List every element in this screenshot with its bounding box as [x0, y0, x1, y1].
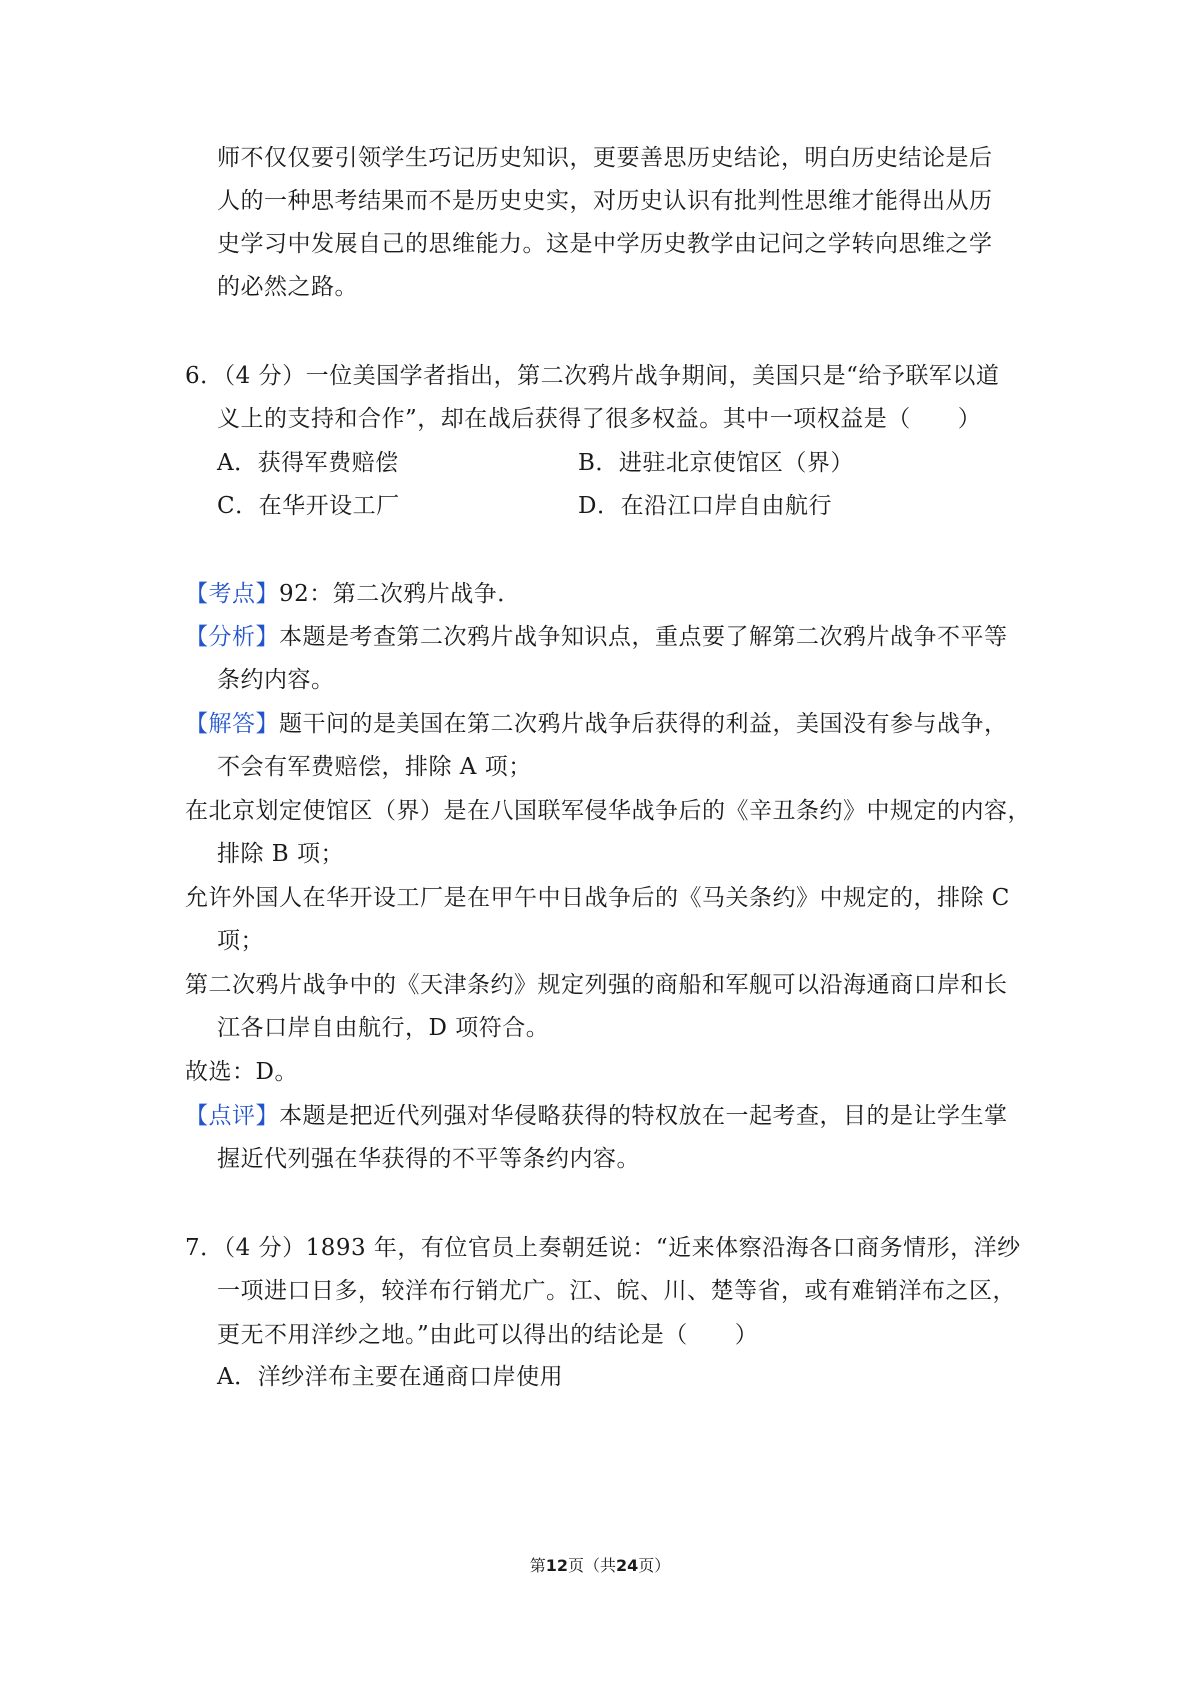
jieda-line: [185, 709, 1008, 739]
dianping-tag: 【点评】: [185, 1103, 279, 1129]
jieda-text: 项；: [217, 928, 264, 954]
q7-option-a: A．洋纱洋布主要在通商口岸使用: [217, 1364, 564, 1390]
intro-line: 史学习中发展自己的思维能力。这是中学历史教学由记问之学转向思维之学: [217, 231, 993, 257]
jieda-text: 不会有军费赔偿，排除 A 项；: [217, 754, 532, 780]
fenxi-text: 条约内容。: [217, 667, 335, 693]
dianping-text: 本题是把近代列强对华侵略获得的特权放在一起考查，目的是让学生掌: [279, 1103, 1008, 1129]
jieda-text: 江各口岸自由航行，D 项符合。: [217, 1015, 550, 1041]
q6-option-d: D．在沿江口岸自由航行: [578, 493, 832, 519]
dianping-line: [185, 1101, 1008, 1131]
jieda-tag: 【解答】: [185, 711, 279, 737]
fenxi-line: [185, 622, 1008, 652]
fenxi-text: 本题是考查第二次鸦片战争知识点，重点要了解第二次鸦片战争不平等: [279, 624, 1008, 650]
dianping-text: 握近代列强在华获得的不平等条约内容。: [217, 1146, 640, 1172]
q6-option-a: A．获得军费赔偿: [217, 450, 399, 476]
fenxi-tag: 【分析】: [185, 624, 279, 650]
question-7-stem: 更无不用洋纱之地。”由此可以得出的结论是（ ）: [217, 1322, 759, 1348]
kaodian-tag: 【考点】: [185, 581, 279, 607]
question-6-stem: 6．（4 分）一位美国学者指出，第二次鸦片战争期间，美国只是“给予联军以道: [185, 363, 1000, 389]
jieda-text: 允许外国人在华开设工厂是在甲午中日战争后的《马关条约》中规定的，排除 C: [185, 885, 1010, 911]
intro-line: 的必然之路。: [217, 274, 358, 300]
footer-prefix: 第: [529, 1556, 546, 1575]
page-footer: [0, 1555, 1200, 1577]
footer-middle: 页（共: [567, 1556, 616, 1575]
question-6-stem: 义上的支持和合作”，却在战后获得了很多权益。其中一项权益是（ ）: [217, 406, 982, 432]
kaodian-text: 92：第二次鸦片战争．: [279, 581, 521, 607]
q6-option-c: C．在华开设工厂: [217, 493, 400, 519]
question-7-stem: 一项进口日多，较洋布行销尤广。江、皖、川、楚等省，或有难销洋布之区，: [217, 1278, 1016, 1304]
current-page-number: 12: [545, 1556, 568, 1575]
intro-line: 师不仅仅要引领学生巧记历史知识，更要善思历史结论，明白历史结论是后: [217, 145, 993, 171]
footer-suffix: 页）: [638, 1556, 671, 1575]
total-page-number: 24: [616, 1556, 639, 1575]
kaodian-line: [185, 579, 521, 609]
intro-line: 人的一种思考结果而不是历史史实，对历史认识有批判性思维才能得出从历: [217, 188, 993, 214]
jieda-text: 在北京划定使馆区（界）是在八国联军侵华战争后的《辛丑条约》中规定的内容，: [185, 798, 1031, 824]
jieda-text: 题干问的是美国在第二次鸦片战争后获得的利益，美国没有参与战争，: [279, 711, 1008, 737]
jieda-text: 排除 B 项；: [217, 841, 345, 867]
question-7-stem: 7．（4 分）1893 年，有位官员上奏朝廷说：“近来体察沿海各口商务情形，洋纱: [185, 1235, 1021, 1261]
jieda-text: 第二次鸦片战争中的《天津条约》规定列强的商船和军舰可以沿海通商口岸和长: [185, 972, 1008, 998]
answer-line: 故选：D。: [185, 1059, 298, 1085]
q6-option-b: B．进驻北京使馆区（界）: [578, 450, 854, 476]
